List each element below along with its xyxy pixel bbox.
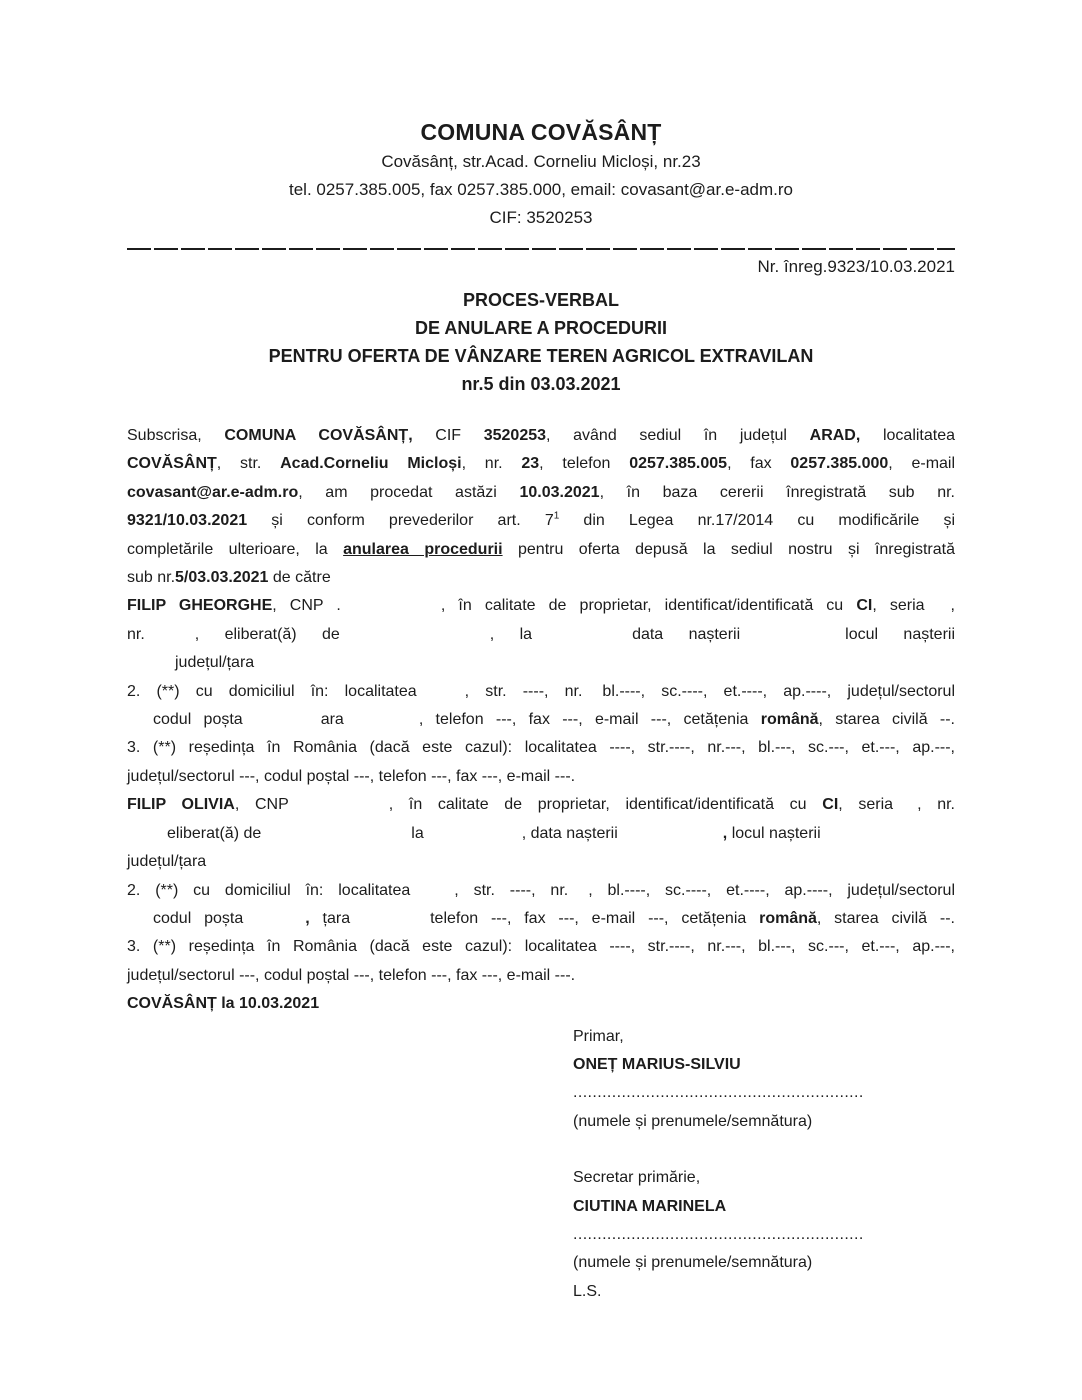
text-segment: 10.03.2021 <box>519 483 600 501</box>
signature-area <box>573 1023 955 1307</box>
text-segment: telefon ---, fax ---, e-mail ---, cetățenia <box>430 909 760 927</box>
text-segment: țara <box>309 909 351 927</box>
owner1-identity-3 <box>127 649 955 677</box>
owner2-residence-2 <box>127 962 955 990</box>
intro-line-5 <box>127 536 955 564</box>
text-segment: COVĂSÂNȚ <box>127 455 217 473</box>
title-line-4: nr.5 din 03.03.2021 <box>461 374 621 394</box>
text-segment: județul/țara <box>175 654 255 672</box>
text-segment: 0257.385.000 <box>790 455 889 473</box>
text-segment: , <box>722 824 728 842</box>
owner1-identity-1 <box>127 592 955 620</box>
text-segment: FILIP GHEORGHE <box>127 597 273 615</box>
text-segment: localitatea <box>860 427 956 444</box>
intro-line-2 <box>127 450 955 478</box>
text-segment: 23 <box>521 455 540 473</box>
owner1-domicile-2 <box>127 706 955 734</box>
text-segment: data nașterii <box>632 625 741 643</box>
owner2-residence-1 <box>127 933 955 961</box>
text-segment: bl.----, sc.----, et.----, ap.----, județul/sectorul <box>602 682 955 700</box>
text-segment: și conform prevederilor art. 7 <box>247 512 554 530</box>
owner2-identity-2 <box>127 820 955 848</box>
text-segment: codul poșta <box>153 711 243 729</box>
text-segment: nr. <box>127 625 145 643</box>
text-segment: , starea civilă --. <box>816 909 955 927</box>
text-segment: , fax <box>727 455 791 473</box>
owner2-identity-3 <box>127 848 955 876</box>
text-segment: CI <box>856 597 873 615</box>
text-segment: 3. (**) reședința în România (dacă este cazul): localitatea ----, str.----, nr.---, bl.---, sc.---, et.---, ap.---, <box>127 938 955 956</box>
text-segment: anularea procedurii <box>343 540 503 558</box>
text-segment: 3520253 <box>483 427 547 444</box>
text-segment: , bl.----, sc.----, et.----, ap.----, județul/sectorul <box>588 881 955 899</box>
owner1-domicile-1 <box>127 678 955 706</box>
text-segment: , str. <box>216 455 281 473</box>
text-segment: 9321/10.03.2021 <box>127 512 248 530</box>
signature-role: Secretar primărie, <box>573 1169 701 1187</box>
signature-caption: (numele și prenumele/semnătura) <box>573 1112 813 1130</box>
text-segment: , nr. <box>461 455 522 473</box>
document-header <box>127 116 955 232</box>
text-segment: CI <box>822 796 839 814</box>
signature-role: Primar, <box>573 1027 624 1045</box>
text-segment: covasant@ar.e-adm.ro <box>127 483 299 501</box>
text-segment: , CNP <box>234 796 289 814</box>
owner2-domicile-1 <box>127 877 955 905</box>
text-segment: COMUNA COVĂSÂNȚ, <box>224 427 413 444</box>
text-segment: codul poșta <box>153 909 244 927</box>
text-segment: , starea civilă --. <box>818 711 955 729</box>
signature-line: ............................................................ <box>573 1084 864 1102</box>
text-segment: română <box>759 909 817 927</box>
text-segment: , telefon <box>539 455 630 473</box>
text-segment: , CNP . <box>272 597 341 615</box>
text-segment: județul/sectorul ---, codul poștal ---, telefon ---, fax ---, e-mail ---. <box>127 767 576 785</box>
intro-line-1 <box>127 422 955 450</box>
intro-line-4 <box>127 507 955 535</box>
text-segment: Subscrisa, <box>127 427 225 444</box>
text-segment: completările ulterioare, la <box>127 540 344 558</box>
owner1-residence-1 <box>127 734 955 762</box>
text-segment: română <box>760 711 819 729</box>
place-date <box>127 990 955 1018</box>
text-segment: din Legea nr.17/2014 cu modificările și <box>559 512 955 530</box>
organization-address: Covăsânț, str.Acad. Corneliu Micloși, nr.23 <box>381 152 701 171</box>
text-segment: județul/țara <box>127 853 207 871</box>
owner1-identity-2 <box>127 621 955 649</box>
text-segment: , la <box>489 625 533 643</box>
text-segment: , în baza cererii înregistrată sub nr. <box>599 483 956 501</box>
text-segment: locul nașterii <box>845 625 956 643</box>
owner2-domicile-2 <box>127 905 955 933</box>
signature-caption: (numele și prenumele/semnătura) <box>573 1254 813 1272</box>
text-segment: locul nașterii <box>727 824 821 842</box>
organization-contact: tel. 0257.385.005, fax 0257.385.000, email: covasant@ar.e-adm.ro <box>289 180 793 199</box>
text-segment: pentru oferta depusă la sediul nostru și înregistrată <box>502 540 955 558</box>
text-segment: 5/03.03.2021 <box>175 569 269 587</box>
seal-mark: L.S. <box>573 1282 602 1300</box>
intro-line-3 <box>127 479 955 507</box>
signature-name: ONEȚ MARIUS-SILVIU <box>573 1055 741 1073</box>
owner1-residence-2 <box>127 763 955 791</box>
text-segment: , <box>950 597 955 615</box>
text-segment: , seria <box>838 796 894 814</box>
text-segment: ara <box>320 711 344 729</box>
text-segment: la <box>411 824 424 842</box>
text-segment: 2. (**) cu domiciliul în: localitatea <box>127 881 411 899</box>
text-segment: Acad.Corneliu Micloși <box>280 455 462 473</box>
text-segment: 0257.385.005 <box>629 455 728 473</box>
signature-block-mayor <box>573 1023 955 1137</box>
intro-line-6 <box>127 564 955 592</box>
text-segment: , nr. <box>917 796 955 814</box>
signature-name: CIUTINA MARINELA <box>573 1197 727 1215</box>
owner2-identity-1 <box>127 791 955 819</box>
text-segment: , <box>305 909 310 927</box>
text-segment: , având sediul în județul <box>546 427 810 444</box>
signature-block-secretary <box>573 1164 955 1306</box>
text-segment: , e-mail <box>888 455 956 473</box>
title-line-1: PROCES-VERBAL <box>462 290 619 310</box>
text-segment: , eliberat(ă) de <box>194 625 340 643</box>
text-segment: eliberat(ă) de <box>167 824 262 842</box>
text-segment: , în calitate de proprietar, identificat/identificată cu <box>388 796 823 814</box>
document-title <box>127 286 955 398</box>
signature-line: ............................................................ <box>573 1225 864 1243</box>
text-segment: , data nașterii <box>521 824 618 842</box>
text-segment: județul/sectorul ---, codul poștal ---, telefon ---, fax ---, e-mail ---. <box>127 966 576 984</box>
organization-cif: CIF: 3520253 <box>489 208 593 227</box>
text-segment: , în calitate de proprietar, identificat/identificată cu <box>440 597 857 615</box>
title-line-3: PENTRU OFERTA DE VÂNZARE TEREN AGRICOL EXTRAVILAN <box>268 346 814 366</box>
text-segment: , am procedat astăzi <box>298 483 520 501</box>
divider-line <box>127 248 955 250</box>
text-segment: CIF <box>412 427 484 444</box>
text-segment: , str. ----, nr. <box>464 682 583 700</box>
text-segment: , str. ----, nr. <box>454 881 569 899</box>
text-segment: FILIP OLIVIA <box>127 796 235 814</box>
title-line-2: DE ANULARE A PROCEDURII <box>414 318 667 338</box>
text-segment: 3. (**) reședința în România (dacă este cazul): localitatea ----, str.----, nr.---, bl.---, sc.---, et.---, ap.---, <box>127 739 955 757</box>
text-segment: COVĂSÂNȚ la 10.03.2021 <box>127 995 320 1013</box>
text-segment: ARAD, <box>809 427 861 444</box>
text-segment: , seria <box>872 597 925 615</box>
text-segment: 1 <box>553 510 560 522</box>
text-segment: de către <box>268 569 331 587</box>
registration-number: Nr. înreg.9323/10.03.2021 <box>757 257 955 276</box>
document-body <box>127 422 955 1019</box>
text-segment: sub nr. <box>127 569 176 587</box>
text-segment: 2. (**) cu domiciliul în: localitatea <box>127 682 417 700</box>
text-segment: , telefon ---, fax ---, e-mail ---, cetățenia <box>418 711 761 729</box>
organization-name: COMUNA COVĂSÂNȚ <box>420 119 662 145</box>
